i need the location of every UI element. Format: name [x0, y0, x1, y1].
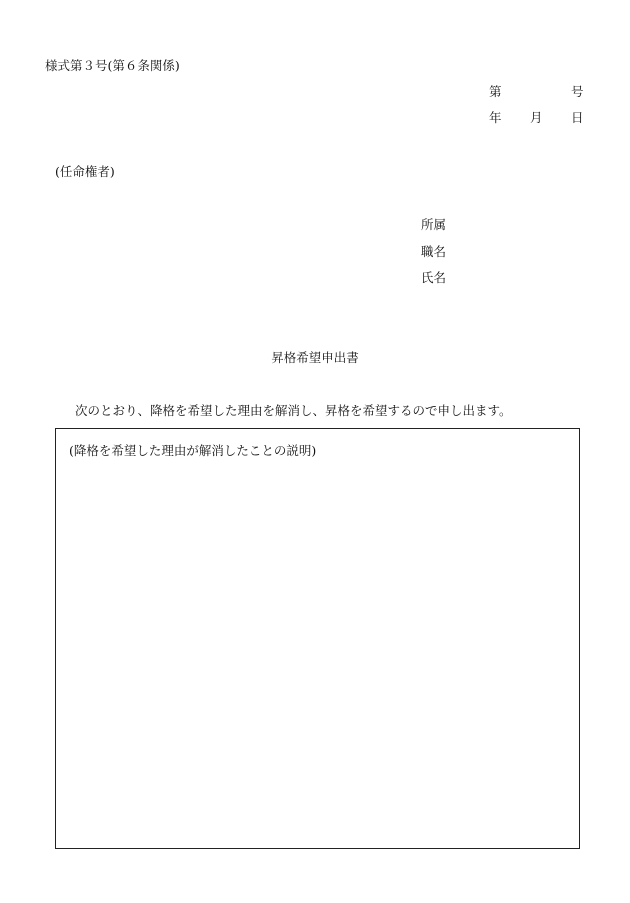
position-label: 職名: [421, 244, 447, 259]
date-day: 日: [571, 110, 584, 125]
appointer-addressee: (任命権者): [55, 164, 115, 179]
document-title: 昇格希望申出書: [271, 350, 359, 365]
form-number: 様式第３号(第６条関係): [45, 58, 180, 73]
name-label: 氏名: [421, 270, 447, 285]
doc-no-prefix: 第: [489, 84, 502, 99]
doc-no-suffix: 号: [571, 84, 584, 99]
date-year: 年: [489, 110, 502, 125]
affiliation-label: 所属: [421, 217, 447, 232]
explanation-caption: (降格を希望した理由が解消したことの説明): [69, 443, 317, 458]
explanation-box[interactable]: [55, 428, 580, 849]
statement-text: 次のとおり、降格を希望した理由を解消し、昇格を希望するので申し出ます。: [75, 403, 512, 418]
date-month: 月: [530, 110, 543, 125]
